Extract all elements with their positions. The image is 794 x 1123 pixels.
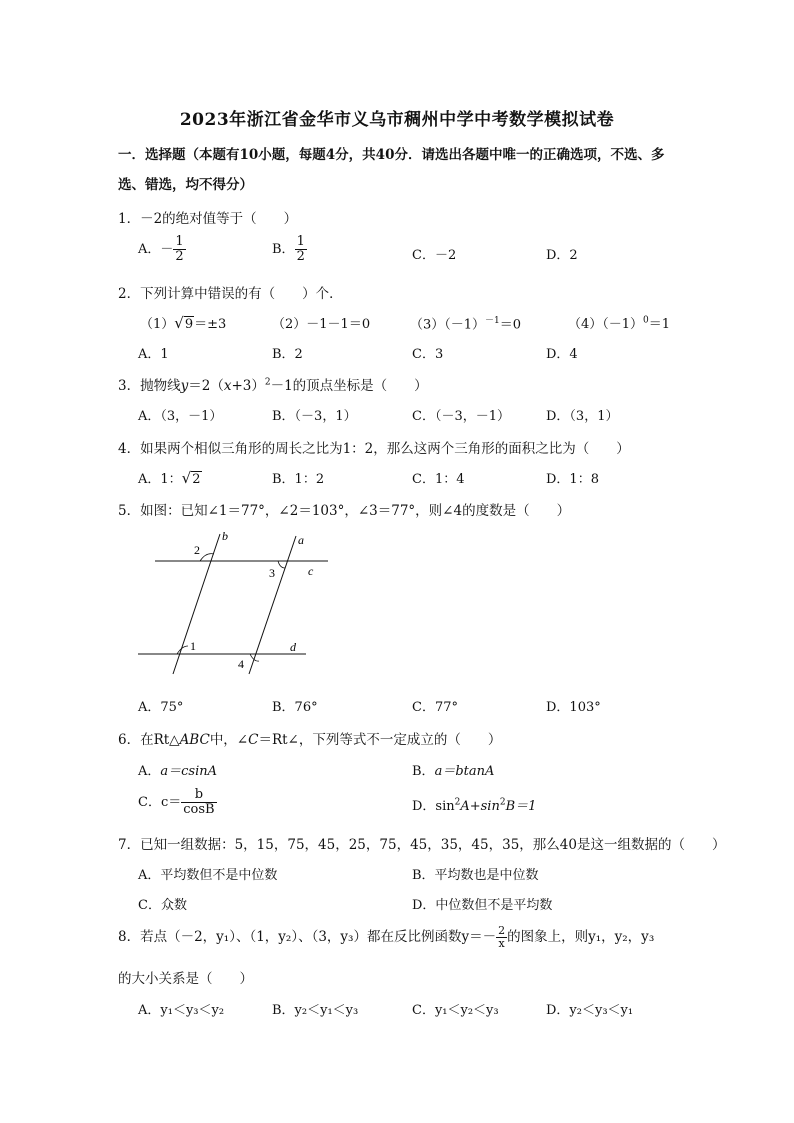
parallel-lines-figure [130, 528, 340, 678]
q5-option-a: A．75° [138, 700, 184, 715]
q8-option-a: A．y₁＜y₃＜y₂ [138, 1003, 225, 1018]
q2-statement-3: $(3)(-1)^{-1}=0$ [410, 316, 522, 333]
q3-option-c: C．（－3，－1） [412, 409, 510, 424]
q5-option-b: B．76° [272, 700, 318, 715]
question-5: 5．如图：已知∠1＝77°，∠2＝103°，∠3＝77°，则∠4的度数是（ ） [118, 503, 571, 519]
q4-option-a: A．1：√2 [138, 469, 201, 487]
q3-option-a: A．（3，－1） [138, 409, 223, 424]
q4-option-c: C．1：4 [412, 472, 465, 487]
q3-option-b: B．（－3，1） [272, 409, 357, 424]
q6-option-d: D．$\sin^2A+\sin^2B=1$ [412, 797, 537, 814]
question-8-line-2: 的大小关系是（ ） [118, 971, 253, 987]
fraction: $\frac{1}{2}$ [175, 234, 184, 264]
q2-option-a: A．1 [138, 347, 169, 362]
q7-option-d: D．中位数但不是平均数 [412, 898, 553, 913]
fraction: $\frac{2}{x}$ [498, 924, 506, 950]
q4-option-d: D．1：8 [546, 472, 599, 487]
question-2: 2．下列计算中错误的有（ ）个． [118, 286, 343, 302]
question-1: 1．－2的绝对值等于（ ） [118, 211, 298, 227]
q8-option-c: C．y₁＜y₂＜y₃ [412, 1003, 499, 1018]
section-heading: 一．选择题（本题有10小题，每题4分，共40分．请选出各题中唯一的正确选项，不选、多选、错选，均不得分） [118, 147, 665, 193]
question-3: 3．抛物线$y=2(x+3)^2-1$的顶点坐标是（ ） [118, 377, 428, 394]
label-angle-3: 3 [269, 566, 275, 580]
q4-option-b: B．1：2 [272, 472, 325, 487]
angle-3-arc [278, 561, 285, 568]
q1-option-c: C．－2 [412, 248, 457, 263]
label-angle-4: 4 [238, 657, 244, 671]
label-angle-2: 2 [194, 543, 200, 557]
q8-option-b: B．y₂＜y₁＜y₃ [272, 1003, 359, 1018]
q2-statement-1: （1）√9＝±3 [140, 314, 227, 332]
q1-option-d: D．2 [546, 248, 578, 263]
q5-option-d: D．103° [546, 700, 601, 715]
q6-option-b: B．a＝btanA [412, 764, 495, 779]
q1-option-a: A．－ $\frac{1}{2}$ [138, 234, 184, 264]
q5-option-c: C．77° [412, 700, 458, 715]
q6-option-c: C．c＝ $\frac{b}{\cos B}$ [138, 787, 215, 817]
question-7: 7．已知一组数据：5，15，75，45，25，75，45，35，45，35，那么40是这一组数据的（ ） [118, 837, 726, 853]
question-8: 8．若点（－2，y₁）、（1，y₂）、（3，y₃）都在反比例函数y＝－ $\frac{2}{x}$ 的图象上，则y₁，y₂，y₃ [118, 924, 655, 950]
q2-option-d: D．4 [546, 347, 578, 362]
question-6: 6．在Rt△ABC中，∠C＝Rt∠，下列等式不一定成立的（ ） [118, 732, 502, 748]
q2-option-b: B．2 [272, 347, 303, 362]
q7-option-b: B．平均数也是中位数 [412, 868, 539, 883]
q8-option-d: D．y₂＜y₃＜y₁ [546, 1003, 634, 1018]
sqrt-icon: √ [181, 469, 192, 487]
q3-option-d: D．（3，1） [546, 409, 619, 424]
fraction: $\frac{1}{2}$ [296, 234, 305, 264]
label-c: c [308, 564, 314, 578]
q6-option-a: A．a＝csinA [138, 764, 218, 779]
label-d: d [290, 640, 296, 654]
sqrt-icon: √ [174, 314, 184, 332]
q7-option-a: A．平均数但不是中位数 [138, 868, 278, 883]
fraction: $\frac{b}{\cos B}$ [183, 787, 215, 817]
q2-statement-2: （2）－1－1＝0 [272, 317, 371, 332]
label-a: a [298, 533, 304, 547]
q2-option-c: C．3 [412, 347, 444, 362]
q2-statement-4: $(4)(-1)^0=1$ [568, 315, 671, 332]
q7-option-c: C．众数 [138, 898, 187, 913]
page-title: 2023年浙江省金华市义乌市稠州中学中考数学模拟试卷 [179, 110, 615, 130]
q1-option-b: B． $\frac{1}{2}$ [272, 234, 305, 264]
label-b: b [222, 529, 228, 543]
question-4: 4．如果两个相似三角形的周长之比为1：2，那么这两个三角形的面积之比为（ ） [118, 441, 630, 457]
label-angle-1: 1 [190, 639, 196, 653]
line-a [249, 536, 296, 674]
